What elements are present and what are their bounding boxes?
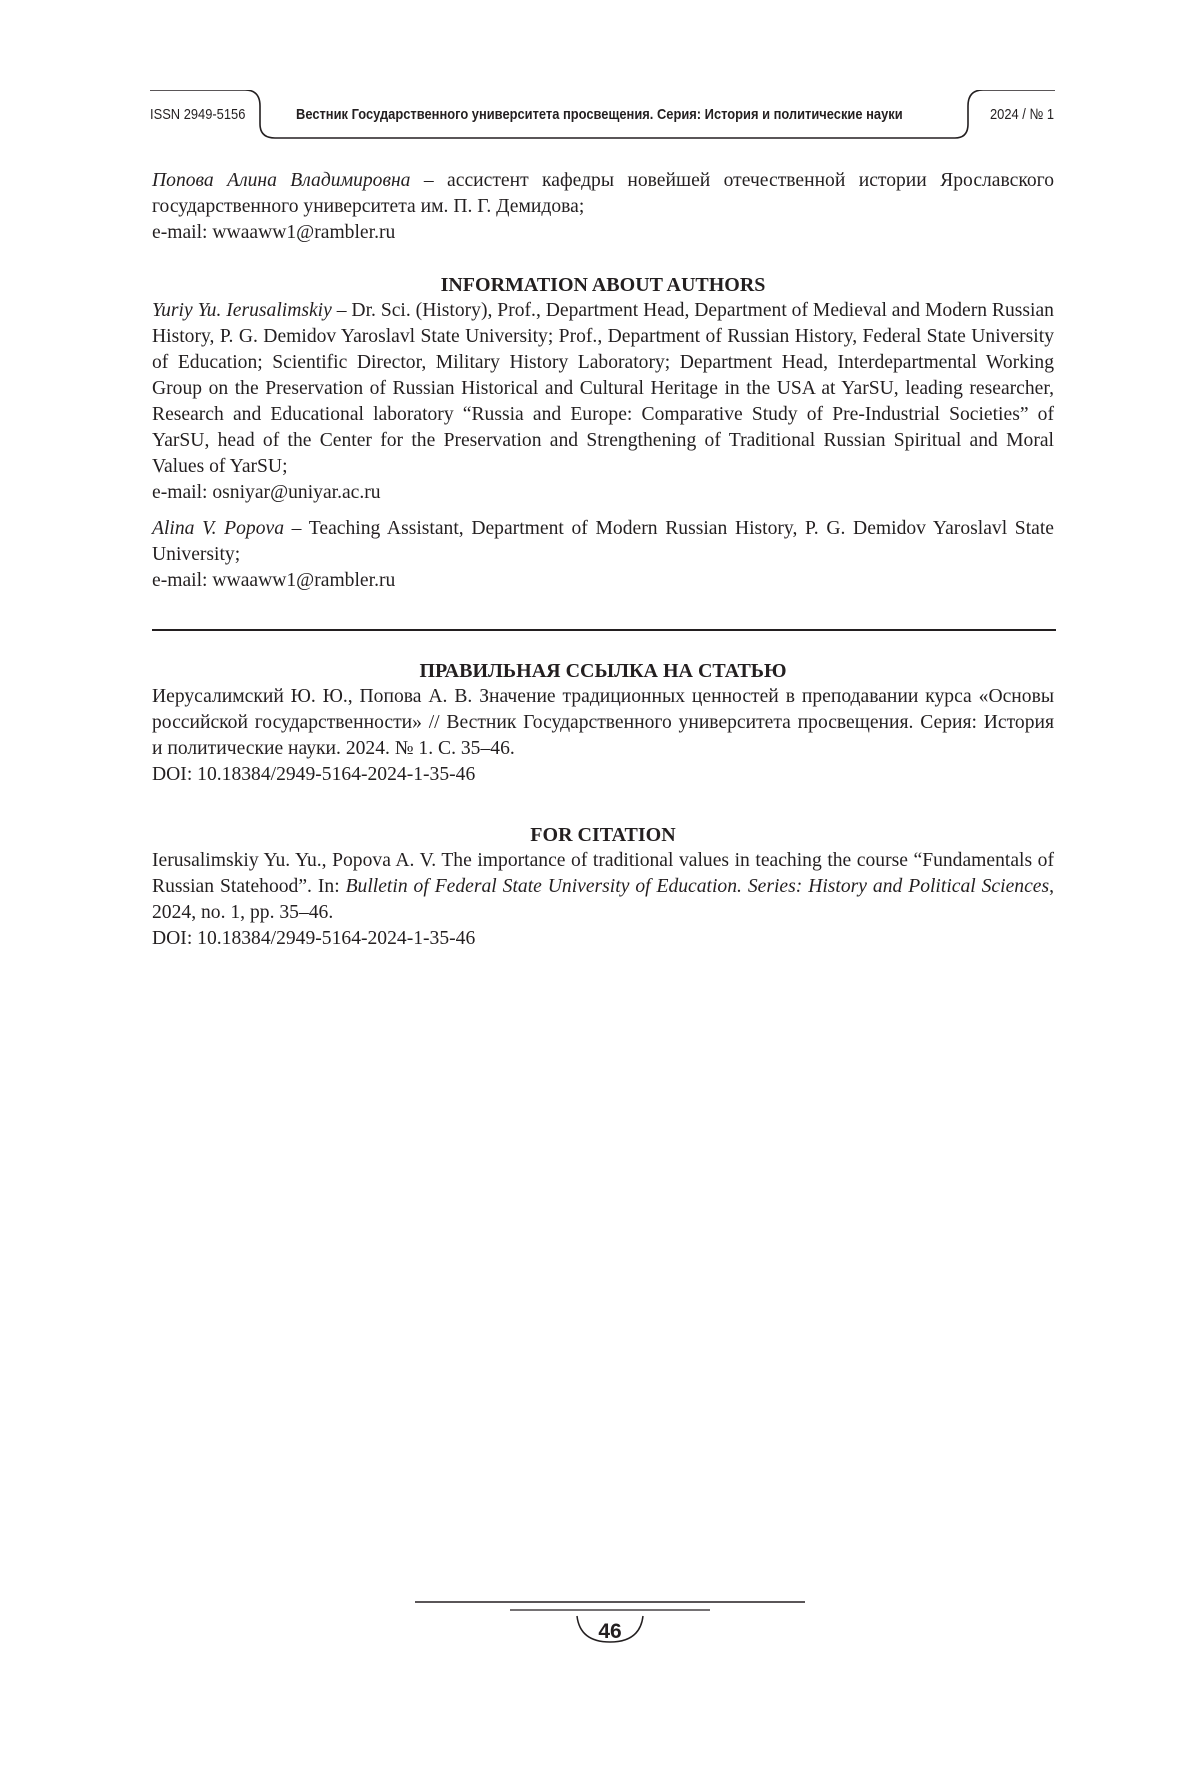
citation-en-journal: Bulletin of Federal State University of Education. Series: History and Political Sciences <box>345 876 1050 897</box>
running-header <box>150 90 1055 142</box>
author-ru-email: e-mail: wwaaww1@rambler.ru <box>152 222 396 243</box>
citation-ru-doi: DOI: 10.18384/2949-5164-2024-1-35-46 <box>152 764 476 785</box>
author1-email: e-mail: osniyar@uniyar.ac.ru <box>152 482 381 503</box>
author-ru-entry <box>152 168 1054 220</box>
info-heading: INFORMATION ABOUT AUTHORS <box>440 274 766 296</box>
citation-en-details: , 2024, no. 1, pp. 35–46. <box>152 876 1054 923</box>
author2-entry <box>152 516 1054 568</box>
section-divider <box>152 629 1056 631</box>
journal-title: Вестник Государственного университета просвещения. Серия: История и политические науки <box>296 106 903 123</box>
page-content <box>152 168 1054 952</box>
issue-label: 2024 / № 1 <box>990 106 1055 123</box>
citation-en-text <box>152 848 1054 926</box>
citation-en-doi: DOI: 10.18384/2949-5164-2024-1-35-46 <box>152 928 476 949</box>
citation-ru-heading: ПРАВИЛЬНАЯ ССЫЛКА НА СТАТЬЮ <box>419 660 787 682</box>
author1-entry <box>152 298 1054 480</box>
citation-en-heading: FOR CITATION <box>530 824 676 846</box>
author1-name: Yuriy Yu. Ierusalimskiy <box>152 300 332 321</box>
author2-desc: – Teaching Assistant, Department of Modern Russian History, P. G. Demidov Yaroslavl State University; <box>152 518 1054 565</box>
author2-email: e-mail: wwaaww1@rambler.ru <box>152 570 396 591</box>
page-number: 46 <box>598 1620 622 1643</box>
citation-ru-text: Иерусалимский Ю. Ю., Попова А. В. Значение традиционных ценностей в преподавании курса «Основы российской государственности» // Вестник Государственного университета просвещения. Серия: История и политические науки. 2024. № 1. С. 35–46. <box>152 686 1054 759</box>
author-ru-desc: – ассистент кафедры новейшей отечественной истории Ярославского государственного университета им. П. Г. Демидова; <box>152 170 1054 217</box>
issn-label: ISSN 2949-5156 <box>150 106 246 123</box>
page-footer <box>415 1598 805 1658</box>
citation-en-authors: Ierusalimskiy Yu. Yu., Popova A. V. The importance of traditional values in teaching the course “Fundamentals of Russian Statehood”. In: <box>152 850 1054 897</box>
author1-desc: – Dr. Sci. (History), Prof., Department Head, Department of Medieval and Modern Russian History, P. G. Demidov Yaroslavl State University; Prof., Department of Russian History, Federal State University of Education; Scientific Director, Military History Laboratory; Department Head, Interdepartmental Working Group on the Preservation of Russian Historical and Cultural Heritage in the USA at YarSU, leading researcher, Research and Educational laboratory “Russia and Europe: Comparative Study of Pre-Industrial Societies” of YarSU, head of the Center for the Preservation and Strengthening of Traditional Russian Spiritual and Moral Values of YarSU; <box>152 300 1054 477</box>
author2-name: Alina V. Popova <box>152 518 284 539</box>
author-ru-name: Попова Алина Владимировна <box>152 170 411 191</box>
